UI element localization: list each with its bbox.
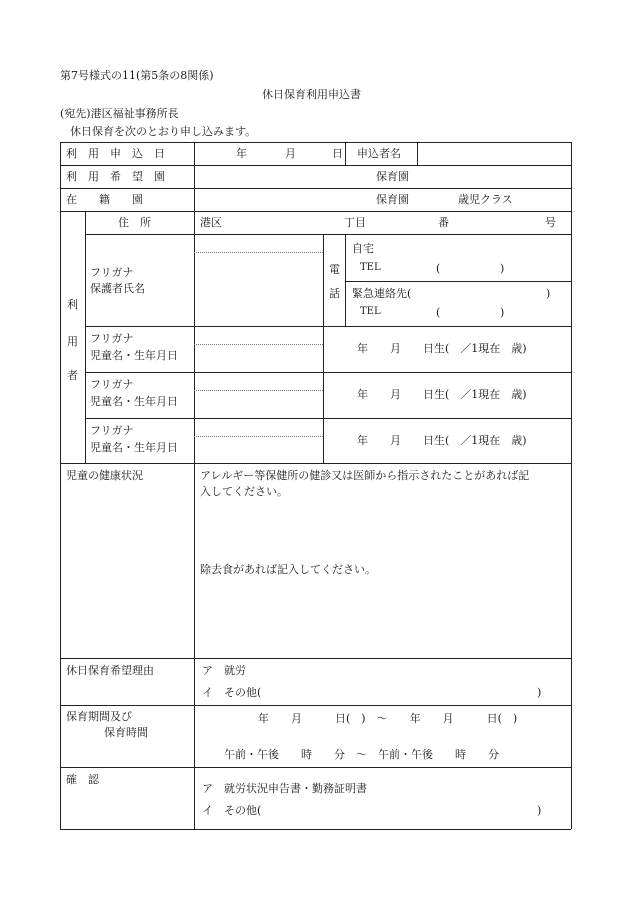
address-label: 住 所 xyxy=(118,216,151,229)
phone-label-2: 話 xyxy=(329,287,340,300)
applicant-name-label: 申込者名 xyxy=(357,147,401,160)
allergy-note-line2: 入してください。 xyxy=(200,485,288,498)
child-3-birth: 年 月 日生( ／1現在 歳) xyxy=(357,434,527,447)
user-side-label-1: 利 xyxy=(67,298,78,311)
reason-option-i[interactable]: イ その他( xyxy=(202,686,262,699)
emergency-label: 緊急連絡先( xyxy=(352,287,412,300)
emergency-tel-paren-close: ) xyxy=(500,306,505,319)
diet-note: 除去食があれば記入してください。 xyxy=(200,563,376,576)
reason-option-a[interactable]: ア 就労 xyxy=(202,664,246,677)
address-ward: 港区 xyxy=(200,216,222,229)
guardian-furigana-label: フリガナ xyxy=(90,266,134,279)
applicant-name-field[interactable] xyxy=(418,143,570,164)
home-tel-paren-open: ( xyxy=(436,262,441,275)
user-side-label-2: 用 xyxy=(67,335,78,348)
address-ban: 番 xyxy=(438,216,449,229)
child-2-furigana-label: フリガナ xyxy=(90,378,134,391)
desired-nursery-label: 利 用 希 望 園 xyxy=(66,170,165,183)
desired-nursery-field[interactable] xyxy=(195,166,370,187)
application-date-label: 利 用 申 込 日 xyxy=(66,147,165,160)
user-side-label-3: 者 xyxy=(67,369,78,382)
home-tel-label: TEL xyxy=(360,262,381,273)
date-day-unit: 日 xyxy=(332,147,343,160)
emergency-tel-paren-open: ( xyxy=(436,306,441,319)
confirm-option-a[interactable]: ア 就労状況申告書・勤務証明書 xyxy=(202,782,367,795)
period-label-line2: 保育時間 xyxy=(104,726,148,739)
home-label: 自宅 xyxy=(352,242,374,255)
addressee: (宛先)港区福祉事務所長 xyxy=(60,107,179,120)
guardian-furigana-field[interactable] xyxy=(195,235,322,251)
enrolled-nursery-label: 在 籍 園 xyxy=(66,193,143,206)
address-chome: 丁目 xyxy=(344,216,366,229)
date-year-unit: 年 xyxy=(236,147,247,160)
child-1-name-label: 児童名・生年月日 xyxy=(90,349,178,362)
address-go: 号 xyxy=(545,216,556,229)
class-suffix: 歳児クラス xyxy=(458,193,513,206)
home-tel-paren-close: ) xyxy=(500,262,505,275)
phone-label-1: 電 xyxy=(329,263,340,276)
reason-label: 休日保育希望理由 xyxy=(66,664,154,677)
intro-text: 休日保育を次のとおり申し込みます。 xyxy=(70,125,257,138)
period-date-line: 年 月 日( ) 〜 年 月 日( ) xyxy=(258,712,518,725)
guardian-name-field[interactable] xyxy=(195,253,322,325)
child-2-name-label: 児童名・生年月日 xyxy=(90,395,178,408)
child-1-birth: 年 月 日生( ／1現在 歳) xyxy=(357,342,527,355)
allergy-note-line1: アレルギー等保健所の健診又は医師から指示されたことがあれば記 xyxy=(200,469,530,482)
period-time-line: 午前・午後 時 分 〜 午前・午後 時 分 xyxy=(224,748,499,761)
guardian-name-label: 保護者氏名 xyxy=(90,282,145,295)
form-title: 休日保育利用申込書 xyxy=(262,88,361,101)
form-number: 第7号様式の11(第5条の8関係) xyxy=(60,69,214,82)
confirm-option-i[interactable]: イ その他( xyxy=(202,804,262,817)
child-2-birth: 年 月 日生( ／1現在 歳) xyxy=(357,388,527,401)
child-1-furigana-label: フリガナ xyxy=(90,332,134,345)
date-month-unit: 月 xyxy=(285,147,296,160)
confirm-label: 確 認 xyxy=(66,773,99,786)
emergency-tel-label: TEL xyxy=(360,306,381,317)
child-3-name-label: 児童名・生年月日 xyxy=(90,441,178,454)
emergency-paren-close: ) xyxy=(546,287,551,300)
desired-nursery-suffix: 保育園 xyxy=(376,170,409,183)
confirm-option-i-close: ) xyxy=(537,804,542,817)
child-3-furigana-label: フリガナ xyxy=(90,424,134,437)
period-label-line1: 保育期間及び xyxy=(66,710,132,723)
health-label: 児童の健康状況 xyxy=(66,469,143,482)
reason-option-i-close: ) xyxy=(537,686,542,699)
enrolled-nursery-suffix: 保育園 xyxy=(376,193,409,206)
